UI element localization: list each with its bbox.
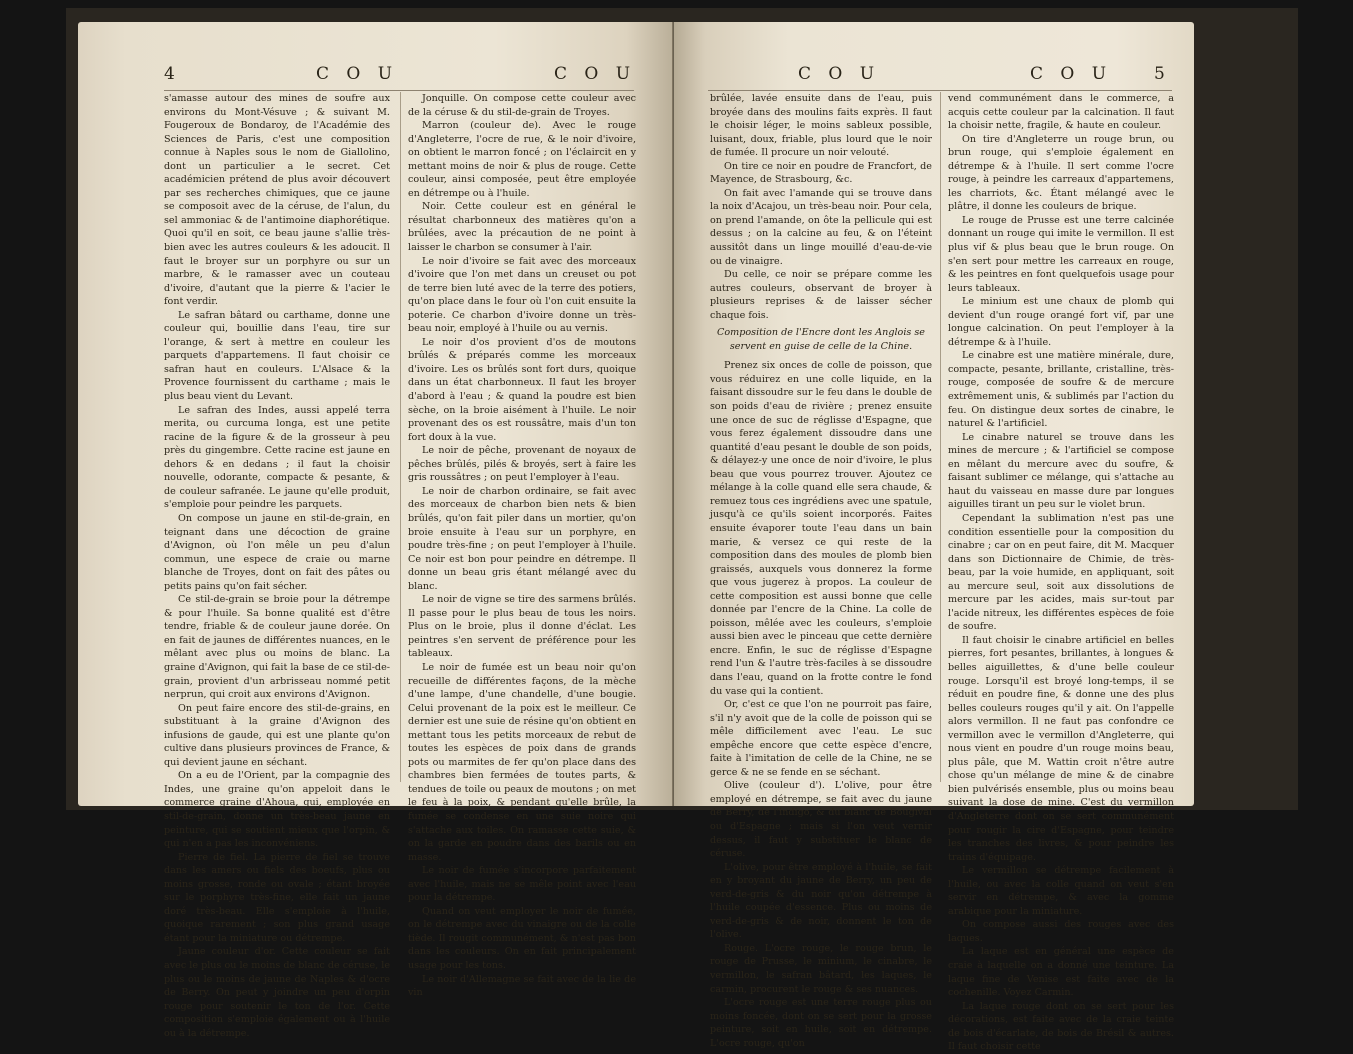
left-column-2 bbox=[408, 92, 636, 999]
paragraph: Quand on veut employer le noir de fumée, on le détrempe avec du vinaigre ou de la colle tiède. Il rougit communément, & n'est pas bon dans les couleurs. On en fait principalement usage pour les tons. bbox=[408, 905, 636, 971]
page-number-left: 4 bbox=[164, 64, 181, 84]
running-head-right-2: C O U bbox=[1030, 64, 1113, 84]
running-head-right-1: C O U bbox=[798, 64, 881, 84]
paragraph: Le noir de vigne se tire des sarmens brûlés. Il passe pour le plus beau de tous les noirs. Plus on le broie, plus il donne d'éclat. Les peintres s'en servent de préférence pour les tableaux. bbox=[408, 594, 636, 660]
paragraph: Le rouge de Prusse est une terre calcinée donnant un rouge qui imite le vermillon. Il est plus vif & plus beau que le brun rouge. On s'en sert pour mettre les carreaux en rouge, & les peintres en font quelquefois usage pour leurs tableaux. bbox=[948, 214, 1174, 294]
paragraph: Olive (couleur d'). L'olive, pour être employé en détrempe, se fait avec du jaune de Berry, de l'indigo, & du blanc de Bougival ou d'Espagne ; mais si l'on veut vernir dessus, il faut y substituer le blanc de céruse. bbox=[710, 780, 932, 860]
paragraph: On compose un jaune en stil-de-grain, en teignant dans une décoction de graine d'Avignon, où l'on mêle un peu d'alun commun, une espece de craie ou marne blanche de Troyes, dont on fait des pâtes ou petits pains qu'on fait sécher. bbox=[164, 512, 390, 592]
paragraph: Le safran bâtard ou carthame, donne une couleur qui, bouillie dans l'eau, tire sur l'orange, & sert à mettre en couleur les parquets d'appartemens. Il faut choisir ce safran haut en couleurs. L'Alsace & la Provence fournissent du carthame ; mais le plus beau vient du Levant. bbox=[164, 309, 390, 403]
paragraph: L'ocre rouge est une terre rouge plus ou moins foncée, dont on se sert pour la grosse peinture, soit en huile, soit en détrempe. L'ocre rouge, qu'on bbox=[710, 997, 932, 1049]
paragraph: Le noir d'Allemagne se fait avec de la lie de vin bbox=[408, 973, 636, 999]
paragraph: Le noir de fumée est un beau noir qu'on recueille de différentes façons, de la mèche d'une lampe, d'une chandelle, d'une bougie. Celui provenant de la poix est le meilleur. Ce dernier est une suie de résine qu'on obtient en mettant tous les petits morceaux de rebut de toutes les espèces de poix dans de grands pots ou marmites de fer qu'on place dans des chambres bien fermées de toutes parts, & tendues de toile ou peaux de moutons ; on met le feu à la poix, & pendant qu'elle brûle, la fumée se condense en une suie noire qui s'attache aux toiles. On ramasse cette suie, & on la garde en poudre dans des barils ou en masse. bbox=[408, 661, 636, 863]
header-rule bbox=[708, 90, 1172, 91]
paragraph: Prenez six onces de colle de poisson, que vous réduirez en une colle liquide, en la faisant dissoudre sur le feu dans le double de son poids d'eau de rivière ; prenez ensuite une once de suc de réglisse d'Espagne, que vous ferez également dissoudre dans une quantité d'eau pesant le double de son poids, & délayez-y une once de noir d'ivoire, le plus beau que vous pourrez trouver. Ajoutez ce mélange à la colle quand elle sera chaude, & remuez tous ces ingrédiens avec une spatule, jusqu'à ce qu'ils soient incorporés. Faites ensuite évaporer toute l'eau dans un bain marie, & versez ce qui reste de la composition dans des moules de plomb bien graissés, auxquels vous donnerez la forme que vous jugerez à propos. La couleur de cette composition est aussi bonne que celle donnée par l'encre de la Chine. La colle de poisson, mêlée avec les couleurs, s'emploie aussi bien avec le pinceau que cette dernière encre. Enfin, le suc de réglisse d'Espagne rend l'un & l'autre très-faciles à se dissoudre dans l'eau, quand on la frotte contre le fond du vase qui la contient. bbox=[710, 360, 932, 697]
section-title: Composition de l'Encre dont les Anglois se servent en guise de celle de la Chine. bbox=[717, 327, 925, 352]
running-head-left-2: C O U bbox=[554, 64, 637, 84]
paragraph: Jonquille. On compose cette couleur avec de la céruse & du stil-de-grain de Troyes. bbox=[408, 93, 636, 118]
right-running-head bbox=[674, 64, 1194, 90]
paragraph: Le minium est une chaux de plomb qui devient d'un rouge orangé fort vif, par une longue calcination. On peut l'employer à la détrempe & à l'huile. bbox=[948, 296, 1174, 348]
left-running-head bbox=[78, 64, 674, 90]
paragraph: La laque est en général une espèce de craie à laquelle on a donné une teinture. La laque fine de Venise est faite avec de la cochenille. Voyez Carmin. bbox=[948, 946, 1174, 999]
paragraph: Le noir d'os provient d'os de moutons brûlés & préparés comme les morceaux d'ivoire. Les os brûlés sont fort durs, quoique dans un état charbonneux. Il faut les broyer d'abord à l'eau ; & quand la poudre est bien sèche, on la broie aisément à l'huile. Le noir provenant des os est roussâtre, mais d'un ton fort doux à la vue. bbox=[408, 336, 636, 443]
paragraph: Le noir d'ivoire se fait avec des morceaux d'ivoire que l'on met dans un creuset ou pot de terre bien luté avec de la terre des potiers, qu'on place dans le four où l'on cuit ensuite la poterie. Ce charbon d'ivoire donne un très-beau noir, employé à l'huile ou au vernis. bbox=[408, 255, 636, 335]
paragraph: Il faut choisir le cinabre artificiel en belles pierres, fort pesantes, brillantes, à longues & belles aiguillettes, & d'une belle couleur rouge. Lorsqu'il est broyé long-temps, il se réduit en poudre fine, & donne une des plus belles couleurs rouges qu'il y ait. On l'appelle alors vermillon. Il ne faut pas confondre ce vermillon avec le vermillon d'Angleterre, qui nous vient en poudre d'un rouge moins beau, plus pâle, que M. Wattin croit n'être autre chose qu'un mélange de mine & de cinabre bien pulvérisés ensemble, plus ou moins beau suivant la dose de mine. C'est du vermillon d'Angleterre dont on se sert communément pour rougir la cire d'Espagne, pour teindre les tranches des livres, & pour peindre les trains d'équipage. bbox=[948, 634, 1174, 863]
paragraph: On fait avec l'amande qui se trouve dans la noix d'Acajou, un très-beau noir. Pour cela, on prend l'amande, on ôte la pellicule qui est dessus ; on la calcine au feu, & on l'éteint aussitôt dans un linge mouillé d'eau-de-vie ou de vinaigre. bbox=[710, 187, 932, 267]
paragraph: La laque rouge dont on se sert pour les décorations, est faite avec de la craie teinte de bois d'écarlate, de bois de Brésil & autres. Il faut choisir cette bbox=[948, 1000, 1174, 1053]
paragraph: On tire d'Angleterre un rouge brun, ou brun rouge, qui s'emploie également en détrempe & à l'huile. Il sert comme l'ocre rouge, à peindre les carreaux d'appartemens, les charriots, &c. Étant mélangé avec le plâtre, il donne les couleurs de brique. bbox=[948, 133, 1174, 213]
paragraph: brûlée, lavée ensuite dans de l'eau, puis broyée dans des moulins faits exprès. Il faut le choisir léger, le moins sableux possible, luisant, doux, friable, plus lourd que le noir de fumée. Il procure un noir velouté. bbox=[710, 93, 932, 159]
paragraph: Le noir de charbon ordinaire, se fait avec des morceaux de charbon bien nets & bien brûlés, qu'on fait piler dans un mortier, qu'on broie ensuite à l'eau sur un porphyre, en poudre très-fine ; on peut l'employer à l'huile. Ce noir est bon pour peindre en détrempe. Il donne un beau gris étant mélangé avec du blanc. bbox=[408, 485, 636, 592]
paragraph: Rouge. L'ocre rouge, le rouge brun, le rouge de Prusse, le minium, le cinabre, le vermillon, le safran bâtard, les laques, le carmin, procurent le rouge & ses nuances. bbox=[710, 942, 932, 995]
paragraph: Jaune couleur d'or. Cette couleur se fait avec le plus ou le moins de blanc de céruse, le plus ou le moins de jaune de Naples & d'ocre de Berry. On peut y joindre un peu d'orpin rouge pour soutenir le ton de l'or. Cette composition s'emploie également ou à l'huile ou à la détrempe. bbox=[164, 946, 390, 1039]
header-rule bbox=[164, 90, 634, 91]
paragraph: Cependant la sublimation n'est pas une condition essentielle pour la composition du cinabre ; car on en peut faire, dit M. Macquer dans son Dictionnaire de Chimie, de très-beau, par la voie humide, en appliquant, soit au mercure seul, soit aux dissolutions de mercure par les acides, mais sur-tout par l'acide nitreux, les différentes espèces de foie de soufre. bbox=[948, 512, 1174, 633]
paragraph: Du celle, ce noir se prépare comme les autres couleurs, observant de broyer à plusieurs reprises & de laisser sécher chaque fois. bbox=[710, 269, 932, 321]
paragraph: s'amasse autour des mines de soufre aux environs du Mont-Vésuve ; & suivant M. Fougeroux de Bondaroy, de l'Académie des Sciences de Paris, c'est une composition connue à Naples sous le nom de Giallolino, dont un particulier a le secret. Cet académicien prétend de plus avoir découvert par ses recherches chimiques, que ce jaune se composoit avec de la céruse, de l'alun, du sel ammoniac & de l'antimoine diaphorétique. Quoi qu'il en soit, ce beau jaune s'allie très-bien avec les autres couleurs & les adoucit. Il faut le broyer sur un porphyre ou sur un marbre, & le ramasser avec un couteau d'ivoire, d'autant que la pierre & l'acier le font verdir. bbox=[164, 93, 390, 308]
left-page bbox=[78, 22, 674, 1039]
paragraph: L'olive, pour être employé à l'huile, se fait en y broyant du jaune de Berry, un peu de verd-de-gris & du noir qu'on détrempe à l'huile coupée d'essence. Plus ou moins de verd-de-gris & de noir, donnent le ton de l'olive. bbox=[710, 861, 932, 941]
page-number-right: 5 bbox=[1154, 64, 1171, 84]
right-page bbox=[674, 22, 1194, 1053]
column-divider bbox=[400, 92, 401, 782]
paragraph: Or, c'est ce que l'on ne pourroit pas faire, s'il n'y avoit que de la colle de poisson qui se mêle difficilement avec l'eau. Le suc empêche encore que cette espèce d'encre, faite à l'imitation de celle de la Chine, ne se gerce & ne se fende en se séchant. bbox=[710, 699, 932, 778]
paragraph: Ce stil-de-grain se broie pour la détrempe & pour l'huile. Sa bonne qualité est d'être tendre, friable & de couleur jaune dorée. On en fait de jaunes de différentes nuances, en le mêlant avec plus ou moins de blanc. La graine d'Avignon, qui fait la base de ce stil-de-grain, provient d'un arbrisseau nommé petit nerprun, qui croit aux environs d'Avignon. bbox=[164, 594, 390, 701]
paragraph: vend communément dans le commerce, a acquis cette couleur par la calcination. Il faut la choisir nette, fragile, & haute en couleur. bbox=[948, 93, 1174, 132]
paragraph: On tire ce noir en poudre de Francfort, de Mayence, de Strasbourg, &c. bbox=[710, 160, 932, 186]
paragraph: Le noir de fumée s'incorpore parfaitement avec l'huile, mais ne se mêle point avec l'eau pour la détrempe. bbox=[408, 865, 636, 904]
paragraph: Marron (couleur de). Avec le rouge d'Angleterre, l'ocre de rue, & le noir d'ivoire, on obtient le marron foncé ; on l'éclaircit en y mettant moins de noir & plus de rouge. Cette couleur, ainsi composée, peut être employée en détrempe ou à l'huile. bbox=[408, 120, 636, 199]
paragraph: Le safran des Indes, aussi appelé terra merita, ou curcuma longa, est une petite racine de la figure & de la grosseur à peu près du gingembre. Cette racine est jaune en dehors & en dedans ; il faut la choisir nouvelle, odorante, compacte & pesante, & de couleur safranée. Le jaune qu'elle produit, s'emploie pour peindre les parquets. bbox=[164, 404, 390, 511]
left-column-1 bbox=[164, 92, 390, 1039]
paragraph: Le cinabre naturel se trouve dans les mines de mercure ; & l'artificiel se compose en mêlant du mercure avec du soufre, & faisant sublimer ce mélange, qui s'attache au haut du vaisseau en masse dure par longues aiguilles tirant un peu sur le violet brun. bbox=[948, 431, 1174, 511]
paragraph: On a eu de l'Orient, par la compagnie des Indes, une graine qu'on appeloit dans le commerce graine d'Ahoua, qui, employée en stil-de-grain, donne un très-beau jaune en peinture, qui se soutient mieux que l'orpin, & qui n'en a pas les inconvéniens. bbox=[164, 770, 390, 850]
running-head-left-1: C O U bbox=[316, 64, 399, 84]
right-column-1 bbox=[710, 92, 932, 1049]
paragraph: On peut faire encore des stil-de-grains, en substituant à la graine d'Avignon des infusions de gaude, qui est une plante qu'on cultive dans plusieurs provinces de France, & qui devient jaune en séchant. bbox=[164, 702, 390, 768]
column-divider bbox=[940, 92, 941, 782]
paragraph: Le noir de pêche, provenant de noyaux de pêches brûlés, pilés & broyés, sert à faire les gris roussâtres ; on peut l'employer à l'eau. bbox=[408, 445, 636, 484]
paragraph: Noir. Cette couleur est en général le résultat charbonneux des matières qu'on a brûlées, avec la précaution de ne point à laisser le charbon se consumer à l'air. bbox=[408, 201, 636, 254]
paragraph: Le cinabre est une matière minérale, dure, compacte, pesante, brillante, cristalline, très-rouge, composée de soufre & de mercure extrêmement unis, & sublimés par l'action du feu. On distingue deux sortes de cinabre, le naturel & l'artificiel. bbox=[948, 350, 1174, 430]
right-column-2 bbox=[948, 92, 1174, 1053]
paragraph: On compose aussi des rouges avec des laques. bbox=[948, 919, 1174, 944]
paragraph: Le vermillon se détrempe facilement à l'huile, ou avec la colle quand on veut s'en servir en détrempe, & avec la gomme arabique pour la miniature. bbox=[948, 865, 1174, 917]
paragraph: Pierre de fiel. La pierre de fiel se trouve dans les amers ou fiels des boeufs, plus ou moins grosse, ronde ou ovale ; étant broyée sur le porphyre très-fine, elle fait un jaune doré très-beau. Elle s'emploie à l'huile, quoique rarement ; son plus grand usage étant pour la miniature ou détrempe. bbox=[164, 851, 390, 944]
